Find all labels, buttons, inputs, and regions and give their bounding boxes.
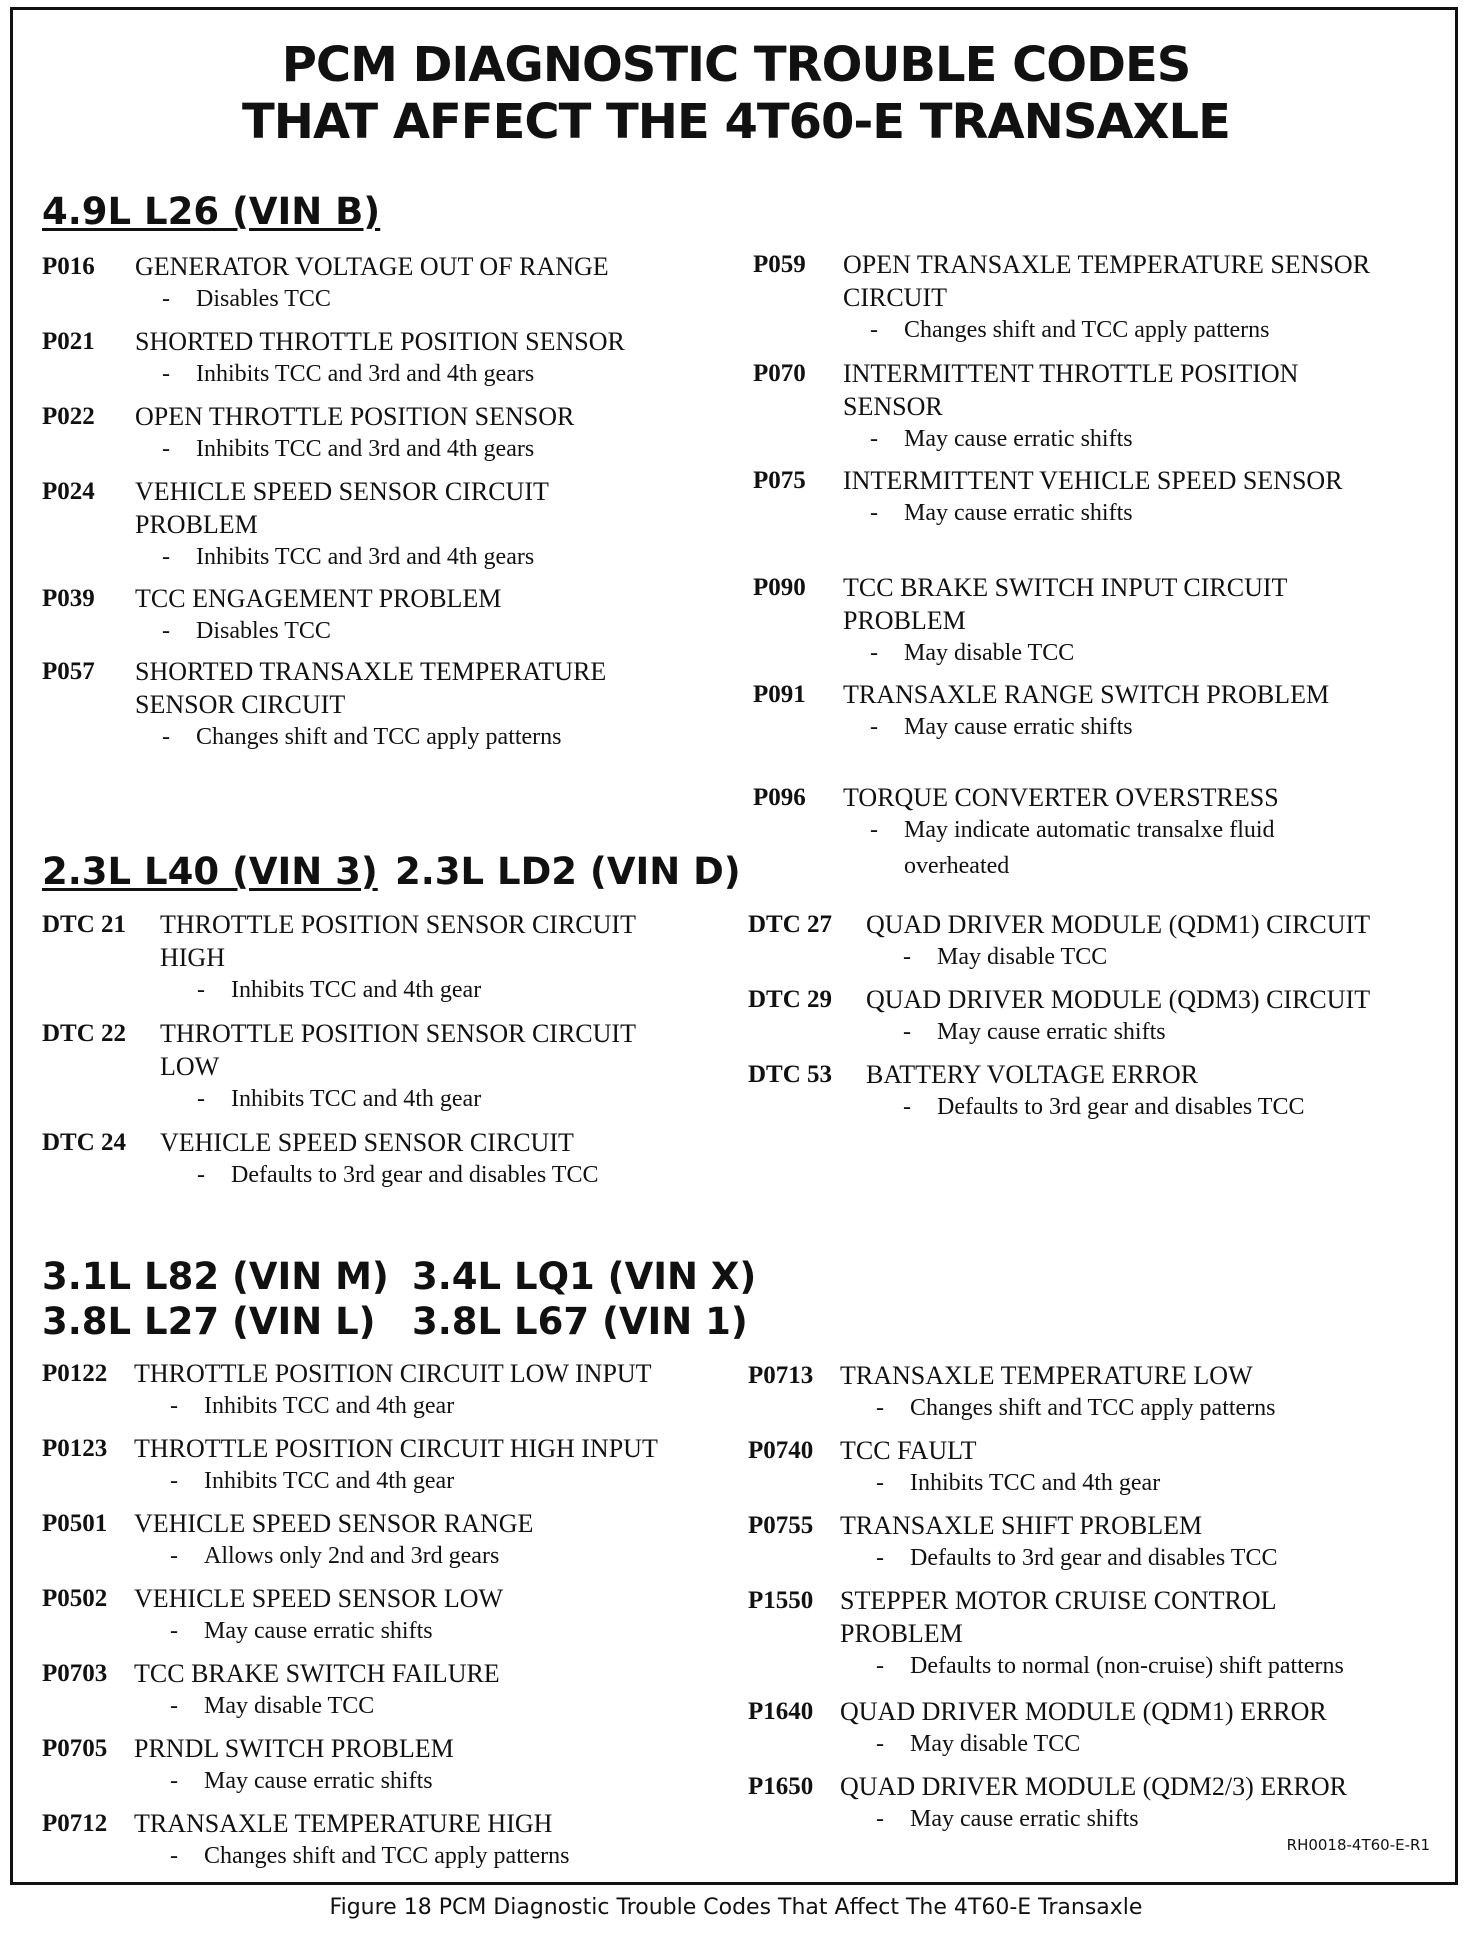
engine-heading-3-8l-l67: 3.8L L67 (VIN 1)	[412, 1300, 748, 1343]
trouble-code: P0740	[748, 1437, 814, 1464]
trouble-code-effect	[170, 1465, 454, 1498]
bullet-dash: -	[162, 544, 170, 570]
trouble-code: P0705	[42, 1735, 108, 1762]
trouble-code-effect-text: Inhibits TCC and 4th gear	[231, 1086, 482, 1112]
trouble-code-description: THROTTLE POSITION SENSOR CIRCUIT	[160, 910, 636, 939]
trouble-code-effect-text: Changes shift and TCC apply patterns	[904, 317, 1270, 343]
trouble-code-description: TRANSAXLE RANGE SWITCH PROBLEM	[843, 680, 1330, 709]
trouble-code-effect	[903, 1091, 1304, 1124]
trouble-code-effect-text: Changes shift and TCC apply patterns	[196, 724, 562, 750]
trouble-code-effect	[870, 314, 1270, 347]
reference-number: RH0018-4T60-E-R1	[1286, 1836, 1430, 1854]
trouble-code-effect-text: Disables TCC	[196, 286, 331, 312]
bullet-dash: -	[876, 1806, 884, 1832]
trouble-code-description: SENSOR CIRCUIT	[135, 690, 346, 719]
engine-heading-2-3l-ld2: 2.3L LD2 (VIN D)	[395, 850, 741, 893]
bullet-dash: -	[876, 1545, 884, 1571]
trouble-code-description: TRANSAXLE TEMPERATURE HIGH	[134, 1809, 553, 1838]
trouble-code-description: SHORTED TRANSAXLE TEMPERATURE	[135, 657, 607, 686]
trouble-code: P0713	[748, 1362, 814, 1389]
trouble-code-description: TRANSAXLE TEMPERATURE LOW	[840, 1361, 1253, 1390]
figure-caption: Figure 18 PCM Diagnostic Trouble Codes That Affect The 4T60-E Transaxle	[329, 1895, 1143, 1920]
page-title-line-2: THAT AFFECT THE 4T60-E TRANSAXLE	[242, 94, 1230, 150]
bullet-dash: -	[162, 361, 170, 387]
trouble-code-description: TORQUE CONVERTER OVERSTRESS	[843, 783, 1279, 812]
trouble-code-effect-text: Inhibits TCC and 3rd and 4th gears	[196, 361, 535, 387]
trouble-code-description: INTERMITTENT VEHICLE SPEED SENSOR	[843, 466, 1343, 495]
trouble-code-description: SENSOR	[843, 392, 943, 421]
trouble-code-effect-text: Inhibits TCC and 3rd and 4th gears	[196, 436, 535, 462]
trouble-code-effect-text: Inhibits TCC and 4th gear	[204, 1468, 455, 1494]
bullet-dash: -	[162, 618, 170, 644]
trouble-code-description: VEHICLE SPEED SENSOR LOW	[134, 1584, 504, 1613]
trouble-code: P090	[753, 574, 806, 601]
bullet-dash: -	[170, 1393, 178, 1419]
trouble-code-effect-text: Changes shift and TCC apply patterns	[910, 1395, 1276, 1421]
trouble-code-effect-text: Allows only 2nd and 3rd gears	[204, 1543, 500, 1569]
trouble-code: DTC 22	[42, 1020, 127, 1047]
trouble-code-effect-text: Inhibits TCC and 4th gear	[910, 1470, 1161, 1496]
trouble-code: P091	[753, 681, 806, 708]
trouble-code: P0122	[42, 1360, 108, 1387]
trouble-code-description: VEHICLE SPEED SENSOR RANGE	[134, 1509, 534, 1538]
trouble-code-effect-text: Defaults to 3rd gear and disables TCC	[910, 1545, 1278, 1571]
trouble-code-effect	[197, 1083, 481, 1116]
engine-heading-4-9l-l26: 4.9L L26 (VIN B)	[42, 190, 381, 233]
trouble-code-effect	[903, 941, 1107, 974]
trouble-code-effect	[170, 1690, 374, 1723]
trouble-code-effect	[870, 814, 1275, 847]
bullet-dash: -	[170, 1468, 178, 1494]
trouble-code: P0501	[42, 1510, 108, 1537]
trouble-code-description: PROBLEM	[840, 1619, 963, 1648]
trouble-code-description: THROTTLE POSITION CIRCUIT HIGH INPUT	[134, 1434, 658, 1463]
trouble-code-effect-text: May cause erratic shifts	[204, 1618, 433, 1644]
trouble-code-effect	[170, 1615, 433, 1648]
trouble-code-description: BATTERY VOLTAGE ERROR	[866, 1060, 1199, 1089]
trouble-code-effect-text: May disable TCC	[204, 1693, 375, 1719]
bullet-dash: -	[170, 1768, 178, 1794]
trouble-code-effect	[170, 1540, 499, 1573]
trouble-code-description: PROBLEM	[135, 510, 258, 539]
bullet-dash: -	[170, 1543, 178, 1569]
bullet-dash: -	[876, 1731, 884, 1757]
trouble-code-effect-text: May disable TCC	[937, 944, 1108, 970]
trouble-code: P059	[753, 251, 806, 278]
trouble-code: P070	[753, 360, 806, 387]
trouble-code-effect	[170, 1390, 454, 1423]
bullet-dash: -	[870, 640, 878, 666]
trouble-code-effect-text: Defaults to 3rd gear and disables TCC	[937, 1094, 1305, 1120]
trouble-code-effect-text: Disables TCC	[196, 618, 331, 644]
bullet-dash: -	[903, 1019, 911, 1045]
bullet-dash: -	[162, 724, 170, 750]
trouble-code-effect-text: May disable TCC	[910, 1731, 1081, 1757]
trouble-code: P016	[42, 253, 95, 280]
bullet-dash: -	[876, 1470, 884, 1496]
trouble-code-effect-text: Defaults to normal (non-cruise) shift patterns	[910, 1653, 1344, 1679]
trouble-code-description: INTERMITTENT THROTTLE POSITION	[843, 359, 1299, 388]
trouble-code: P075	[753, 467, 806, 494]
trouble-code-description: HIGH	[160, 943, 225, 972]
trouble-code-effect-text: Inhibits TCC and 4th gear	[231, 977, 482, 1003]
trouble-code: P022	[42, 403, 95, 430]
trouble-code: P0123	[42, 1435, 108, 1462]
trouble-code-effect	[162, 541, 534, 574]
trouble-code: P039	[42, 585, 95, 612]
trouble-code-effect-text: May cause erratic shifts	[904, 714, 1133, 740]
trouble-code: P0712	[42, 1810, 108, 1837]
bullet-dash: -	[162, 286, 170, 312]
bullet-dash: -	[170, 1843, 178, 1869]
trouble-code: P0502	[42, 1585, 108, 1612]
trouble-code-effect	[197, 1159, 598, 1192]
trouble-code-effect	[870, 637, 1074, 670]
bullet-dash: -	[170, 1618, 178, 1644]
trouble-code-effect	[876, 1467, 1160, 1500]
bullet-dash: -	[870, 317, 878, 343]
trouble-code-effect	[170, 1840, 570, 1873]
trouble-code-effect-text: May disable TCC	[904, 640, 1075, 666]
bullet-dash: -	[876, 1395, 884, 1421]
trouble-code-effect-text: Defaults to 3rd gear and disables TCC	[231, 1162, 599, 1188]
trouble-code-effect	[870, 423, 1133, 456]
trouble-code-effect-text: May cause erratic shifts	[904, 426, 1133, 452]
bullet-dash: -	[870, 500, 878, 526]
trouble-code-effect-text: overheated	[904, 853, 1010, 879]
engine-heading-3-8l-l27: 3.8L L27 (VIN L)	[42, 1300, 376, 1343]
trouble-code-description: TCC FAULT	[840, 1436, 977, 1465]
trouble-code-effect	[162, 283, 331, 316]
trouble-code: P024	[42, 478, 95, 505]
trouble-code: P0755	[748, 1512, 814, 1539]
trouble-code-description: PRNDL SWITCH PROBLEM	[134, 1734, 454, 1763]
trouble-code-description: TCC BRAKE SWITCH INPUT CIRCUIT	[843, 573, 1288, 602]
trouble-code-description: SHORTED THROTTLE POSITION SENSOR	[135, 327, 625, 356]
bullet-dash: -	[197, 1086, 205, 1112]
trouble-code-effect	[870, 850, 1009, 883]
bullet-dash: -	[870, 817, 878, 843]
trouble-code-description: QUAD DRIVER MODULE (QDM1) ERROR	[840, 1697, 1327, 1726]
trouble-code-description: THROTTLE POSITION SENSOR CIRCUIT	[160, 1019, 636, 1048]
bullet-dash: -	[197, 977, 205, 1003]
trouble-code-description: TCC BRAKE SWITCH FAILURE	[134, 1659, 500, 1688]
trouble-code: P021	[42, 328, 95, 355]
trouble-code-effect	[170, 1765, 433, 1798]
trouble-code-effect	[876, 1650, 1344, 1683]
trouble-code: DTC 53	[748, 1061, 833, 1088]
trouble-code-effect-text: May cause erratic shifts	[937, 1019, 1166, 1045]
trouble-code: P096	[753, 784, 806, 811]
trouble-code: DTC 27	[748, 911, 833, 938]
trouble-code-effect-text: May cause erratic shifts	[204, 1768, 433, 1794]
bullet-dash: -	[876, 1653, 884, 1679]
trouble-code-effect-text: Inhibits TCC and 4th gear	[204, 1393, 455, 1419]
trouble-code-description: CIRCUIT	[843, 283, 947, 312]
bullet-dash: -	[170, 1693, 178, 1719]
trouble-code-effect	[903, 1016, 1166, 1049]
engine-heading-3-4l-lq1: 3.4L LQ1 (VIN X)	[412, 1255, 757, 1298]
bullet-dash: -	[197, 1162, 205, 1188]
trouble-code-description: STEPPER MOTOR CRUISE CONTROL	[840, 1586, 1277, 1615]
trouble-code-description: QUAD DRIVER MODULE (QDM1) CIRCUIT	[866, 910, 1371, 939]
trouble-code-effect-text: May cause erratic shifts	[904, 500, 1133, 526]
trouble-code: P1550	[748, 1587, 814, 1614]
trouble-code-description: VEHICLE SPEED SENSOR CIRCUIT	[135, 477, 549, 506]
trouble-code-description: LOW	[160, 1052, 220, 1081]
bullet-dash: -	[162, 436, 170, 462]
trouble-code: P0703	[42, 1660, 108, 1687]
trouble-code-effect-text: May indicate automatic transalxe fluid	[904, 817, 1275, 843]
trouble-code-description: OPEN THROTTLE POSITION SENSOR	[135, 402, 575, 431]
trouble-code: DTC 29	[748, 986, 833, 1013]
engine-heading-2-3l-l40: 2.3L L40 (VIN 3)	[42, 850, 378, 893]
trouble-code-description: QUAD DRIVER MODULE (QDM2/3) ERROR	[840, 1772, 1347, 1801]
bullet-dash: -	[903, 1094, 911, 1120]
trouble-code: DTC 21	[42, 911, 127, 938]
trouble-code-effect	[197, 974, 481, 1007]
bullet-dash: -	[903, 944, 911, 970]
trouble-code-effect-text: Inhibits TCC and 3rd and 4th gears	[196, 544, 535, 570]
trouble-code: P057	[42, 658, 95, 685]
trouble-code-effect-text: Changes shift and TCC apply patterns	[204, 1843, 570, 1869]
trouble-code-description: GENERATOR VOLTAGE OUT OF RANGE	[135, 252, 609, 281]
trouble-code-effect	[876, 1803, 1139, 1836]
engine-heading-3-1l-l82: 3.1L L82 (VIN M)	[42, 1255, 389, 1298]
trouble-code-effect	[162, 433, 534, 466]
trouble-code-description: QUAD DRIVER MODULE (QDM3) CIRCUIT	[866, 985, 1371, 1014]
trouble-code-effect	[876, 1392, 1276, 1425]
trouble-code-effect	[162, 615, 331, 648]
page-title-line-1: PCM DIAGNOSTIC TROUBLE CODES	[281, 37, 1191, 93]
trouble-code-description: TCC ENGAGEMENT PROBLEM	[135, 584, 502, 613]
trouble-code-description: THROTTLE POSITION CIRCUIT LOW INPUT	[134, 1359, 652, 1388]
trouble-code-description: VEHICLE SPEED SENSOR CIRCUIT	[160, 1128, 574, 1157]
trouble-code-effect-text: May cause erratic shifts	[910, 1806, 1139, 1832]
trouble-code: P1650	[748, 1773, 814, 1800]
bullet-dash: -	[870, 714, 878, 740]
trouble-code: DTC 24	[42, 1129, 127, 1156]
trouble-code-effect	[876, 1542, 1277, 1575]
trouble-code-effect	[162, 358, 534, 391]
trouble-code-effect	[876, 1728, 1080, 1761]
bullet-dash: -	[870, 426, 878, 452]
trouble-code-effect	[870, 711, 1133, 744]
trouble-code-description: OPEN TRANSAXLE TEMPERATURE SENSOR	[843, 250, 1371, 279]
trouble-code: P1640	[748, 1698, 814, 1725]
trouble-code-description: TRANSAXLE SHIFT PROBLEM	[840, 1511, 1203, 1540]
trouble-code-description: PROBLEM	[843, 606, 966, 635]
trouble-code-effect	[870, 497, 1133, 530]
trouble-code-effect	[162, 721, 562, 754]
